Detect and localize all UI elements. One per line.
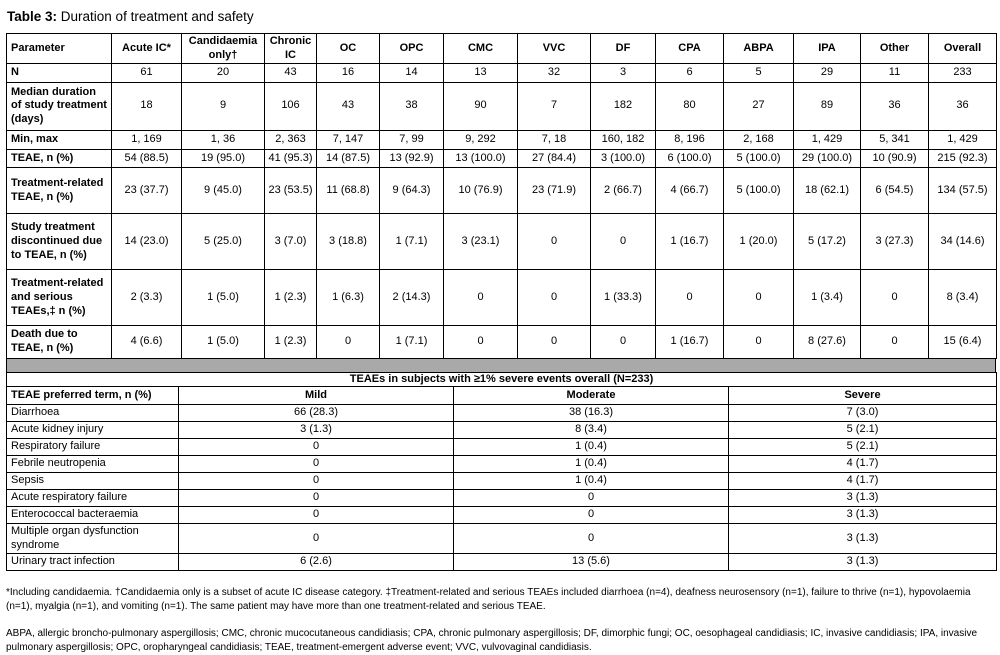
- cell: 3 (7.0): [265, 214, 317, 270]
- cell: 215 (92.3): [929, 149, 997, 168]
- row-label: N: [7, 64, 112, 83]
- cell: 6 (100.0): [656, 149, 724, 168]
- row-label: Treatment-related and serious TEAEs,‡ n (%): [7, 270, 112, 326]
- cell: 32: [518, 64, 591, 83]
- cell: 1 (7.1): [380, 326, 444, 359]
- cell: 0: [454, 489, 729, 506]
- cell: 0: [518, 326, 591, 359]
- cell: 1, 429: [929, 130, 997, 149]
- cell: 4 (1.7): [729, 455, 997, 472]
- cell: 0: [591, 326, 656, 359]
- cell: 7, 147: [317, 130, 380, 149]
- cell: 13: [444, 64, 518, 83]
- cell: 41 (95.3): [265, 149, 317, 168]
- cell: 7 (3.0): [729, 404, 997, 421]
- cell: 38: [380, 82, 444, 130]
- cell: 134 (57.5): [929, 168, 997, 214]
- cell: 14: [380, 64, 444, 83]
- cell: 1 (2.3): [265, 270, 317, 326]
- cell: 13 (92.9): [380, 149, 444, 168]
- column-header: Parameter: [7, 34, 112, 64]
- table-row: [7, 438, 997, 455]
- cell: 1, 169: [112, 130, 182, 149]
- cell: 0: [454, 506, 729, 523]
- cell: 5 (100.0): [724, 149, 794, 168]
- cell: 0: [861, 270, 929, 326]
- table-row: [7, 326, 997, 359]
- cell: 0: [656, 270, 724, 326]
- cell: 0: [518, 270, 591, 326]
- column-header: IPA: [794, 34, 861, 64]
- cell: 11 (68.8): [317, 168, 380, 214]
- cell: 4 (66.7): [656, 168, 724, 214]
- cell: 61: [112, 64, 182, 83]
- row-label: Treatment-related TEAE, n (%): [7, 168, 112, 214]
- cell: 14 (23.0): [112, 214, 182, 270]
- cell: 9, 292: [444, 130, 518, 149]
- table-row: [7, 214, 997, 270]
- column-header: CPA: [656, 34, 724, 64]
- table-row: [7, 168, 997, 214]
- column-header: Chronic IC: [265, 34, 317, 64]
- cell: 1 (3.4): [794, 270, 861, 326]
- cell: 0: [454, 523, 729, 554]
- table-title-text: Duration of treatment and safety: [60, 9, 254, 24]
- row-label: Sepsis: [7, 472, 179, 489]
- cell: 1 (5.0): [182, 270, 265, 326]
- cell: 1 (6.3): [317, 270, 380, 326]
- cell: 19 (95.0): [182, 149, 265, 168]
- table1-header-row: [7, 34, 997, 64]
- row-label: Study treatment discontinued due to TEAE, n (%): [7, 214, 112, 270]
- cell: 38 (16.3): [454, 404, 729, 421]
- column-header: OPC: [380, 34, 444, 64]
- cell: 20: [182, 64, 265, 83]
- cell: 5 (2.1): [729, 438, 997, 455]
- cell: 23 (71.9): [518, 168, 591, 214]
- section-divider-bar: [6, 359, 996, 372]
- cell: 8, 196: [656, 130, 724, 149]
- cell: 8 (3.4): [929, 270, 997, 326]
- cell: 3 (18.8): [317, 214, 380, 270]
- row-label: Median duration of study treatment (days): [7, 82, 112, 130]
- cell: 29: [794, 64, 861, 83]
- cell: 2, 363: [265, 130, 317, 149]
- cell: 27: [724, 82, 794, 130]
- cell: 89: [794, 82, 861, 130]
- cell: 0: [591, 214, 656, 270]
- cell: 7: [518, 82, 591, 130]
- row-label: Enterococcal bacteraemia: [7, 506, 179, 523]
- footnotes: [6, 586, 992, 655]
- cell: 1, 36: [182, 130, 265, 149]
- cell: 1 (5.0): [182, 326, 265, 359]
- cell: 6 (54.5): [861, 168, 929, 214]
- cell: 0: [317, 326, 380, 359]
- footnote-symbols: *Including candidaemia. †Candidaemia only is a subset of acute IC disease category. ‡Treatment-related and serious TEAEs included diarrhoea (n=4), deafness neurosensory (n=1), failure to thrive (n=1), hypovolaemia (n=1), myalgia (n=1), and vomiting (n=1). The same patient may have more than one treatment-related and serious TEAE.: [6, 587, 971, 613]
- cell: 4 (6.6): [112, 326, 182, 359]
- cell: 0: [861, 326, 929, 359]
- cell: 0: [179, 455, 454, 472]
- cell: 0: [179, 523, 454, 554]
- cell: 0: [518, 214, 591, 270]
- cell: 1 (0.4): [454, 455, 729, 472]
- cell: 9 (45.0): [182, 168, 265, 214]
- cell: 13 (5.6): [454, 554, 729, 571]
- column-header: Acute IC*: [112, 34, 182, 64]
- cell: 4 (1.7): [729, 472, 997, 489]
- cell: 3 (1.3): [729, 489, 997, 506]
- cell: 29 (100.0): [794, 149, 861, 168]
- cell: 6 (2.6): [179, 554, 454, 571]
- cell: 1 (7.1): [380, 214, 444, 270]
- cell: 2 (14.3): [380, 270, 444, 326]
- cell: 6: [656, 64, 724, 83]
- cell: 0: [724, 270, 794, 326]
- cell: 15 (6.4): [929, 326, 997, 359]
- row-label: Respiratory failure: [7, 438, 179, 455]
- cell: 106: [265, 82, 317, 130]
- cell: 14 (87.5): [317, 149, 380, 168]
- row-label: Febrile neutropenia: [7, 455, 179, 472]
- row-label: Acute respiratory failure: [7, 489, 179, 506]
- row-label: Min, max: [7, 130, 112, 149]
- cell: 43: [317, 82, 380, 130]
- cell: 23 (37.7): [112, 168, 182, 214]
- cell: 3 (23.1): [444, 214, 518, 270]
- cell: 1, 429: [794, 130, 861, 149]
- table-row: [7, 149, 997, 168]
- column-header: ABPA: [724, 34, 794, 64]
- table-number-label: Table 3:: [7, 9, 58, 24]
- cell: 1 (16.7): [656, 214, 724, 270]
- cell: 1 (20.0): [724, 214, 794, 270]
- footnote-abbreviations: ABPA, allergic broncho-pulmonary aspergillosis; CMC, chronic mucocutaneous candidiasis; CPA, chronic pulmonary aspergillosis; DF, dimorphic fungi; OC, oesophageal candidiasis; IC, invasive candidiasis; IPA, invasive pulmonary aspergillosis; OPC, oropharyngeal candidiasis; TEAE, treatment-emergent adverse event; VVC, vulvovaginal candidiasis.: [6, 628, 978, 654]
- row-label: Multiple organ dysfunction syndrome: [7, 523, 179, 554]
- cell: 13 (100.0): [444, 149, 518, 168]
- row-label: Death due to TEAE, n (%): [7, 326, 112, 359]
- column-header: TEAE preferred term, n (%): [7, 386, 179, 404]
- table-row: [7, 64, 997, 83]
- cell: 0: [179, 472, 454, 489]
- cell: 3: [591, 64, 656, 83]
- cell: 43: [265, 64, 317, 83]
- cell: 0: [444, 270, 518, 326]
- severe-events-table: [6, 372, 997, 572]
- cell: 36: [929, 82, 997, 130]
- cell: 3 (1.3): [729, 554, 997, 571]
- column-header: CMC: [444, 34, 518, 64]
- cell: 36: [861, 82, 929, 130]
- cell: 23 (53.5): [265, 168, 317, 214]
- table-row: [7, 421, 997, 438]
- cell: 3 (1.3): [179, 421, 454, 438]
- cell: 90: [444, 82, 518, 130]
- cell: 9 (64.3): [380, 168, 444, 214]
- duration-safety-table: [6, 33, 997, 359]
- row-label: Diarrhoea: [7, 404, 179, 421]
- cell: 1 (0.4): [454, 472, 729, 489]
- cell: 5 (25.0): [182, 214, 265, 270]
- cell: 160, 182: [591, 130, 656, 149]
- cell: 3 (27.3): [861, 214, 929, 270]
- cell: 1 (2.3): [265, 326, 317, 359]
- cell: 5 (2.1): [729, 421, 997, 438]
- cell: 5: [724, 64, 794, 83]
- row-label: Acute kidney injury: [7, 421, 179, 438]
- cell: 5 (17.2): [794, 214, 861, 270]
- cell: 11: [861, 64, 929, 83]
- table-row: [7, 472, 997, 489]
- cell: 10 (90.9): [861, 149, 929, 168]
- cell: 0: [444, 326, 518, 359]
- cell: 8 (3.4): [454, 421, 729, 438]
- cell: 1 (16.7): [656, 326, 724, 359]
- table-row: [7, 270, 997, 326]
- cell: 66 (28.3): [179, 404, 454, 421]
- cell: 7, 18: [518, 130, 591, 149]
- cell: 1 (0.4): [454, 438, 729, 455]
- cell: 10 (76.9): [444, 168, 518, 214]
- cell: 7, 99: [380, 130, 444, 149]
- cell: 5 (100.0): [724, 168, 794, 214]
- column-header: Overall: [929, 34, 997, 64]
- cell: 2, 168: [724, 130, 794, 149]
- cell: 8 (27.6): [794, 326, 861, 359]
- column-header: OC: [317, 34, 380, 64]
- cell: 18: [112, 82, 182, 130]
- cell: 233: [929, 64, 997, 83]
- cell: 3 (1.3): [729, 506, 997, 523]
- cell: 16: [317, 64, 380, 83]
- cell: 34 (14.6): [929, 214, 997, 270]
- cell: 0: [724, 326, 794, 359]
- cell: 0: [179, 489, 454, 506]
- column-header: Other: [861, 34, 929, 64]
- table-row: [7, 455, 997, 472]
- cell: 5, 341: [861, 130, 929, 149]
- table2-header-row: [7, 386, 997, 404]
- column-header: Moderate: [454, 386, 729, 404]
- column-header: Severe: [729, 386, 997, 404]
- cell: 18 (62.1): [794, 168, 861, 214]
- table-row: [7, 506, 997, 523]
- row-label: Urinary tract infection: [7, 554, 179, 571]
- table-row: [7, 554, 997, 571]
- column-header: DF: [591, 34, 656, 64]
- section-header: TEAEs in subjects with ≥1% severe events overall (N=233): [7, 372, 997, 386]
- cell: 3 (100.0): [591, 149, 656, 168]
- table-row: [7, 404, 997, 421]
- column-header: Mild: [179, 386, 454, 404]
- cell: 54 (88.5): [112, 149, 182, 168]
- cell: 80: [656, 82, 724, 130]
- page-title: [7, 9, 996, 24]
- cell: 1 (33.3): [591, 270, 656, 326]
- cell: 0: [179, 438, 454, 455]
- column-header: VVC: [518, 34, 591, 64]
- cell: 0: [179, 506, 454, 523]
- section-header-row: [7, 372, 997, 386]
- table-row: [7, 82, 997, 130]
- column-header: Candidaemia only†: [182, 34, 265, 64]
- table-row: [7, 489, 997, 506]
- row-label: TEAE, n (%): [7, 149, 112, 168]
- table-row: [7, 130, 997, 149]
- cell: 2 (3.3): [112, 270, 182, 326]
- cell: 182: [591, 82, 656, 130]
- cell: 27 (84.4): [518, 149, 591, 168]
- cell: 3 (1.3): [729, 523, 997, 554]
- cell: 2 (66.7): [591, 168, 656, 214]
- table-row: [7, 523, 997, 554]
- cell: 9: [182, 82, 265, 130]
